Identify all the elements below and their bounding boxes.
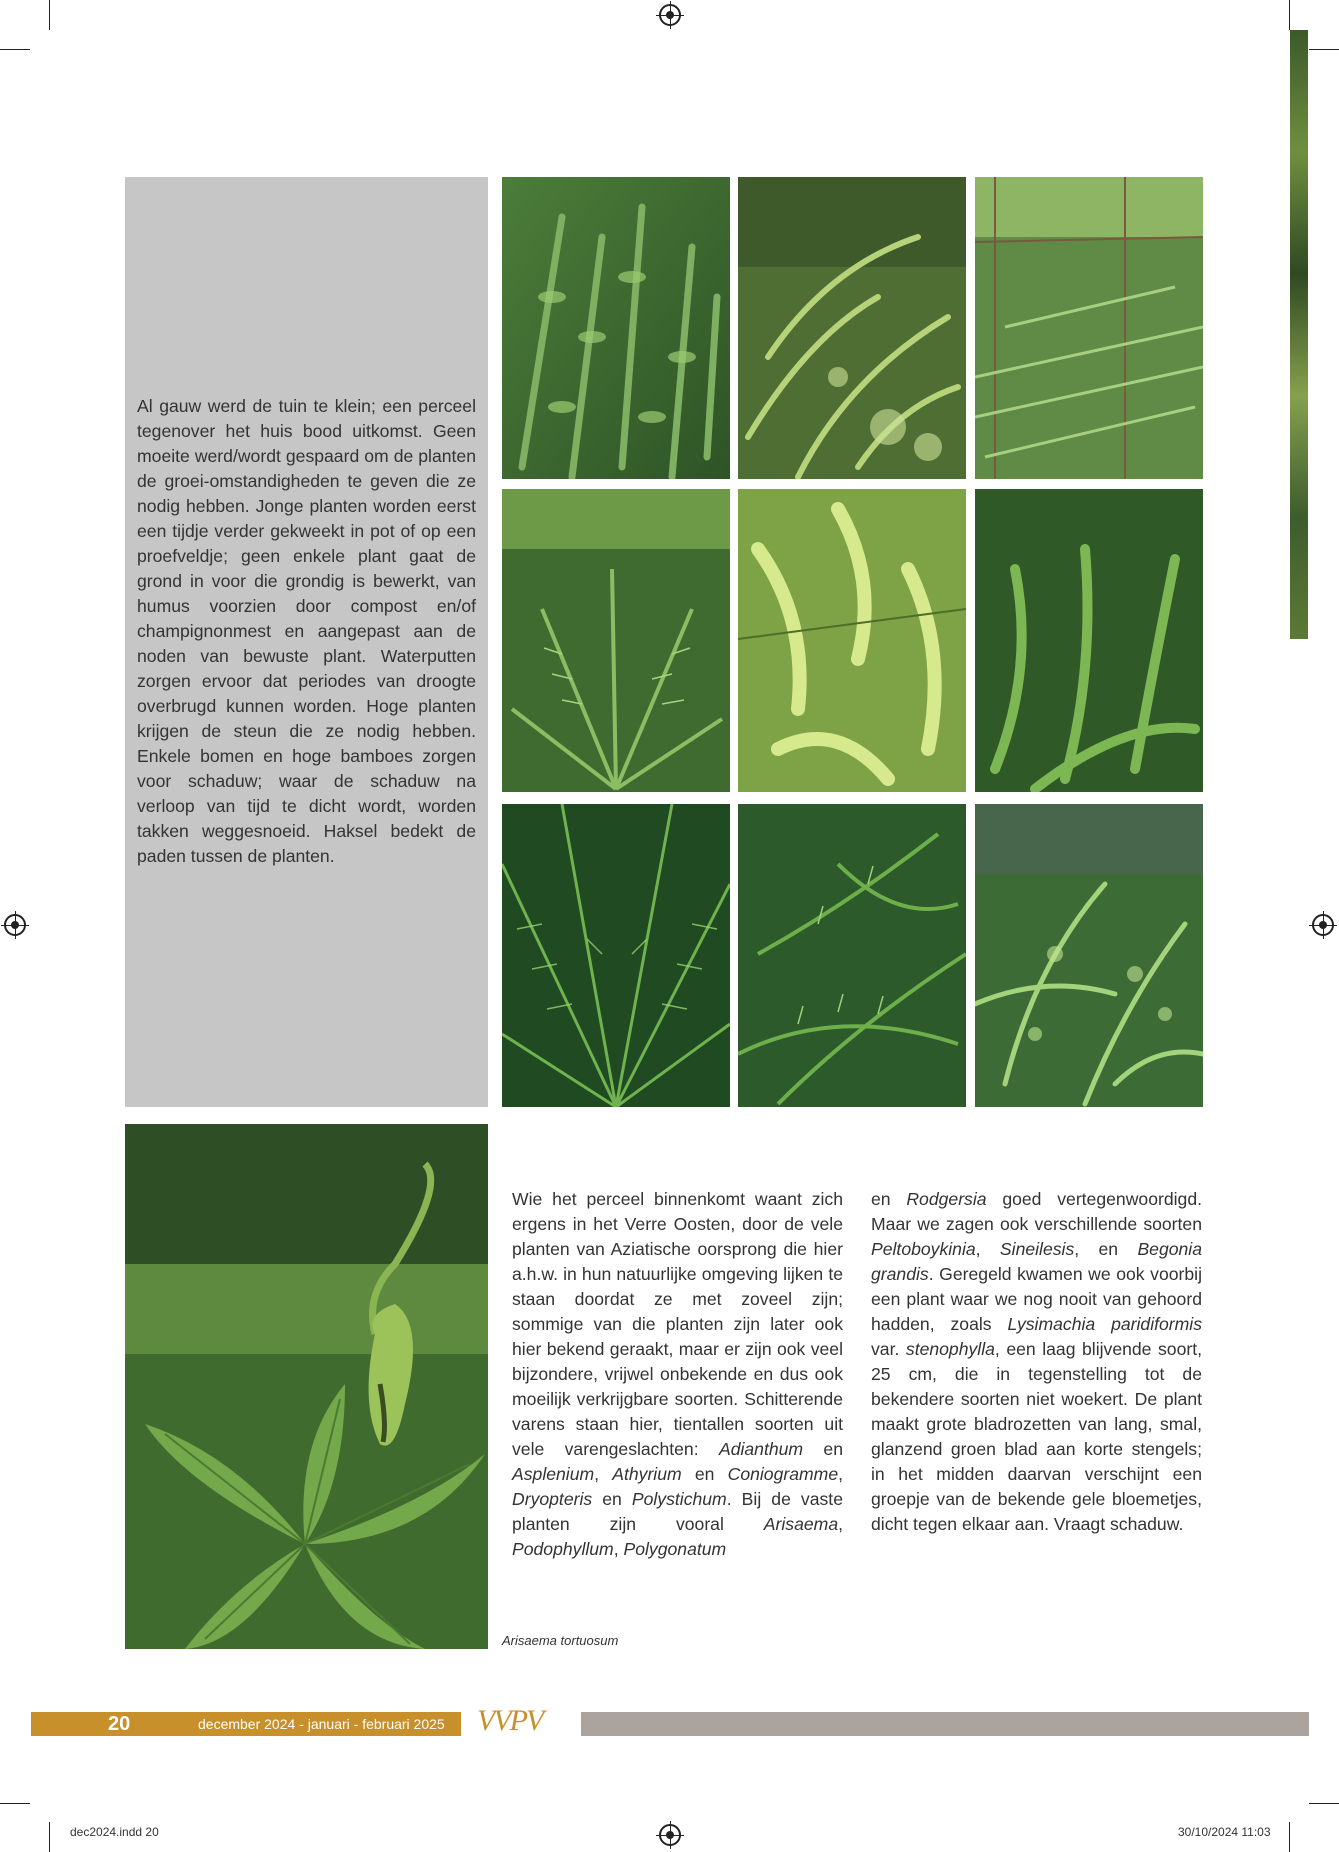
fern-photo-8 <box>738 804 966 1107</box>
body-column-2 <box>871 1187 1202 1537</box>
registration-mark-icon <box>659 1824 681 1846</box>
genus-name: Asplenium <box>512 1464 595 1484</box>
body-column-1 <box>512 1187 843 1562</box>
fern-photo-2 <box>738 177 966 479</box>
fern-photo-4 <box>502 489 730 792</box>
genus-name: Lysimachia paridiformis <box>1007 1314 1202 1334</box>
body-text: , een laag blijvende soort, 25 cm, die in tegenstelling tot de bekendere soorten niet woekert. De plant maakt grote bladrozetten van lang, smal, glanzend groen blad aan korte stengels; in het midden daarvan verschijnt een groepje van de bekende gele bloemetjes, dicht tegen elkaar aan. Vraagt schaduw. <box>871 1339 1202 1534</box>
vvpv-logo: VVPV <box>477 1704 543 1737</box>
fern-photo-9 <box>975 804 1203 1107</box>
body-text: en <box>592 1489 632 1509</box>
genus-name: Peltoboykinia <box>871 1239 976 1259</box>
body-text: en <box>871 1189 907 1209</box>
body-text: , <box>838 1514 843 1534</box>
registration-mark-icon <box>4 914 26 936</box>
body-text: . Bij de vaste planten zijn vooral <box>512 1489 843 1534</box>
fern-photo-6 <box>975 489 1203 792</box>
body-text: , <box>594 1464 613 1484</box>
bleed-photo-strip <box>1290 30 1308 639</box>
arisaema-photo <box>125 1124 488 1649</box>
body-text: . Geregeld kwamen we ook voorbij een plant waar we nog nooit van gehoord hadden, zoals <box>871 1264 1202 1334</box>
genus-name: Adianthum <box>718 1439 804 1459</box>
genus-name: Arisaema <box>763 1514 839 1534</box>
genus-name: Rodgersia <box>906 1189 987 1209</box>
crop-mark <box>1289 0 1290 30</box>
body-text: , en <box>1074 1239 1138 1259</box>
registration-mark-icon <box>1312 914 1334 936</box>
body-text: en <box>681 1464 728 1484</box>
fern-photo-3 <box>975 177 1203 479</box>
body-text: , <box>975 1239 1000 1259</box>
genus-name: Dryopteris <box>512 1489 593 1509</box>
fern-photo-7 <box>502 804 730 1107</box>
body-text: en <box>803 1439 843 1459</box>
photo-caption: Arisaema tortuosum <box>502 1633 619 1648</box>
crop-mark <box>1309 1803 1339 1804</box>
crop-mark <box>1309 49 1339 50</box>
genus-name: Podophyllum <box>512 1539 614 1559</box>
crop-mark <box>49 0 50 30</box>
slug-datetime: 30/10/2024 11:03 <box>1178 1825 1271 1839</box>
body-text: var. <box>871 1339 906 1359</box>
genus-name: Athyrium <box>612 1464 682 1484</box>
body-text: goed vertegenwoordigd. Maar we zagen ook verschillende soorten <box>871 1189 1202 1234</box>
crop-mark <box>1289 1822 1290 1852</box>
crop-mark <box>0 1803 30 1804</box>
slug-file: dec2024.indd 20 <box>70 1825 159 1839</box>
genus-name: stenophylla <box>905 1339 995 1359</box>
intro-text: Al gauw werd de tuin te klein; een perceel tegenover het huis bood uitkomst. Geen moeite werd/wordt gespaard om de planten de groei-omstandigheden te geven die ze nodig hebben. Jonge planten worden eerst een tijdje verder gekweekt in pot of op een proefveldje; geen enkele plant gaat de grond in voor die grondig is bewerkt, van humus voorzien door compost en/of champignonmest en aangepast aan de noden van bewuste plant. Waterputten zorgen ervoor dat periodes van droogte overbrugd kunnen worden. Hoge planten krijgen de steun die ze nodig hebben. Enkele bomen en hoge bamboes zorgen voor schaduw; waar de schaduw na verloop van tijd te dicht wordt, worden takken weggesnoeid. Haksel bedekt de paden tussen de planten. <box>137 396 476 866</box>
body-text: , <box>613 1539 624 1559</box>
registration-mark-icon <box>659 4 681 26</box>
crop-mark <box>49 1822 50 1852</box>
genus-name: Polygonatum <box>623 1539 727 1559</box>
page-number: 20 <box>108 1713 131 1735</box>
genus-name: Coniogramme <box>727 1464 839 1484</box>
genus-name: Polystichum <box>631 1489 727 1509</box>
crop-mark <box>0 49 30 50</box>
footer-bar-gray <box>581 1712 1309 1736</box>
genus-name: Sineilesis <box>999 1239 1075 1259</box>
body-text: Wie het perceel binnenkomt waant zich ergens in het Verre Oosten, door de vele planten van Aziatische oorsprong die hier a.h.w. in hun natuurlijke omgeving lijken te staan doordat ze met zoveel zijn; sommige van die planten zijn later ook hier bekend geraakt, maar er zijn ook veel bijzondere, vrijwel onbekende en dus ook moeilijk verkrijgbare soorten. Schitterende varens staan hier, tientallen soorten uit vele varengeslachten: <box>512 1189 843 1459</box>
body-text: , <box>838 1464 843 1484</box>
fern-photo-1 <box>502 177 730 479</box>
fern-photo-5 <box>738 489 966 792</box>
issue-date: december 2024 - januari - februari 2025 <box>198 1716 445 1732</box>
genus-name: Begonia grandis <box>871 1239 1203 1284</box>
